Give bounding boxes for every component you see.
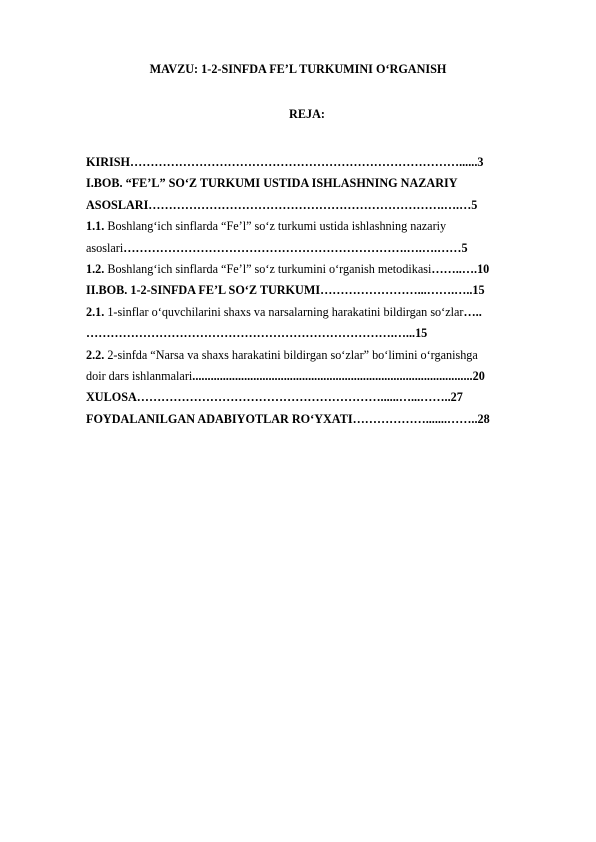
toc-entry-chapter-2: II.BOB. 1-2-SINFDA FE’L SO‘Z TURKUMI……………………...…….…..15 — [86, 283, 485, 298]
toc-entry-chapter-1-line-1: I.BOB. “FE’L” SO‘Z TURKUMI USTIDA ISHLASHNING NAZARIY — [86, 176, 458, 191]
toc-entry-number: 1.1. — [86, 219, 105, 234]
toc-entry-number: 2.2. — [86, 347, 105, 362]
toc-entry-kirish: KIRISH………………………………………………………………………......3 — [86, 155, 484, 169]
toc-entry-2-2-line-1 — [86, 345, 558, 366]
document-title: MAVZU: 1-2-SINFDA FE’L TURKUMINI O‘RGANISH — [149, 62, 447, 76]
toc-entry-text: 2-sinfda “Narsa va shaxs harakatini bildirgan so‘zlar” bo‘limini o‘rganishga — [104, 347, 478, 362]
toc-entry-1-1-line-2 — [86, 238, 558, 259]
table-of-contents — [86, 152, 558, 430]
toc-leader: ….. — [463, 304, 482, 319]
toc-entry-text: doir dars ishlanmalari — [86, 368, 193, 383]
toc-leader-page: ……..….10 — [431, 261, 490, 276]
toc-entry-2-1-line-1 — [86, 302, 558, 323]
toc-entry-xulosa: XULOSA……………………………………………………......…...……..27 — [86, 390, 463, 405]
plan-heading: REJA: — [289, 107, 325, 121]
toc-entry-text: 1-sinflar o‘quvchilarini shaxs va narsalarning harakatini bildirgan so‘zlar — [104, 304, 464, 319]
toc-entry-text: Boshlang‘ich sinflarda “Fe’l” so‘z turkumini o‘rganish metodikasi — [104, 261, 432, 276]
toc-entry-text: asoslari — [86, 240, 124, 255]
toc-entry-number: 1.2. — [86, 261, 105, 276]
toc-entry-1-1-line-1 — [86, 216, 558, 237]
toc-leader-page: …………………………………………………………….….….……5 — [123, 240, 468, 255]
toc-entry-1-2 — [86, 259, 558, 280]
toc-entry-chapter-1-line-2: ASOSLARI……………………………………………………………….….…5 — [86, 197, 478, 212]
toc-entry-number: 2.1. — [86, 304, 105, 319]
toc-entry-2-1-line-2: ………………………………………………………………….…...15 — [86, 326, 428, 341]
toc-entry-references: FOYDALANILGAN ADABIYOTLAR RO‘YXATI……………….......……..28 — [86, 411, 490, 426]
toc-leader-page: ............................................................................................20 — [192, 368, 485, 383]
toc-entry-text: Boshlang‘ich sinflarda “Fe’l” so‘z turkumi ustida ishlashning nazariy — [104, 219, 447, 234]
toc-entry-2-2-line-2 — [86, 366, 558, 387]
